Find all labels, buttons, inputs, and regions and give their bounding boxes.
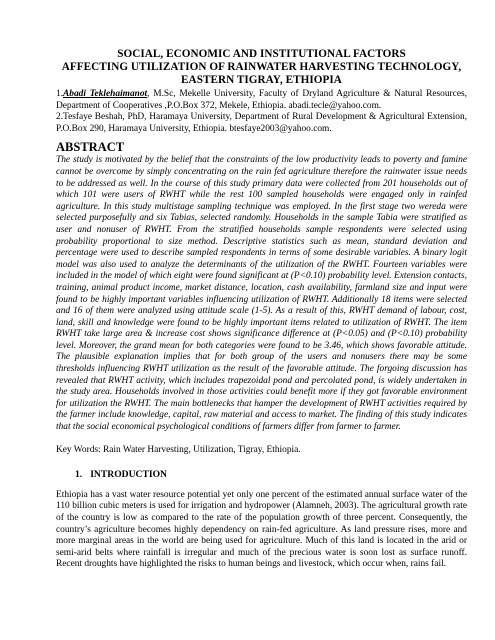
author-1-details: , M.Sc, Mekelle University, Faculty of Dryland Agriculture & Natural Resources, Department of Cooperatives ,P.O.Box 372, Mekele, Ethiopia. abadi.tecle@yahoo.com. xyxy=(56,89,467,111)
author-2-affiliation: 2.Tesfaye Beshah, PhD, Haramaya University, Department of Rural Development & Agricultural Extension, P.O.Box 290, Haramaya University, Ethiopia. btesfaye2003@yahoo.com. xyxy=(56,112,467,134)
section-title: INTRODUCTION xyxy=(90,469,167,481)
title-line-2: AFFECTING UTILIZATION OF RAINWATER HARVESTING TECHNOLOGY, xyxy=(61,61,462,73)
keywords: Key Words: Rain Water Harvesting, Utilization, Tigray, Ethiopia. xyxy=(56,444,301,455)
abstract-heading: ABSTRACT xyxy=(56,140,125,155)
author-1-name: Abadi Teklehaimanot xyxy=(63,89,148,99)
section-number: 1. xyxy=(75,469,83,481)
author-1-affiliation xyxy=(56,89,467,112)
title-line-1: SOCIAL, ECONOMIC AND INSTITUTIONAL FACTORS xyxy=(117,48,406,60)
abstract-text: The study is motivated by the belief that the constraints of the low productivity leads to poverty and famine cannot be overcome by simply concentrating on the rain fed agriculture therefore the rainwater issue needs to be addressed as well. In the course of this study primary data were collected from 201 households out of which 101 were users of RWHT while the rest 100 sampled households were engaged only in rainfed agriculture. In this study multistage sampling technique was employed. In the first stage two wereda were selected purposefully and six Tabias, selected randomly. Households in the sample Tabia were stratified as user and nonuser of RWHT. From the stratified households sample respondents were selected using probability proportional to size method. Descriptive statistics such as mean, standard deviation and percentage were used to describe sampled respondents in terms of some desirable variables. A binary logit model was also used to analyze the determinants of the utilization of the RWHT. Fourteen variables were included in the model of which eight were found significant at (P<0.10) probability level. Extension contacts, training, animal product income, market distance, location, cash availability, farmland size and input were found to be highly important variables influencing utilization of RWHT. Additionally 18 items were selected and 16 of them were analyzed using attitude scale (1-5). As a result of this, RWHT demand of labour, cost, land, skill and knowledge were found to be highly important items related to utilization of RWHT. The item RWHT take large area & increase cost shows significance difference at (P<0.05) and (P<0.10) probability level. Moreover, the grand mean for both categories were found to be 3.46, which shows favorable attitude. The plausible explanation implies that for both group of the users and nonusers there may be some thresholds influencing RWHT utilization as the result of the favorable attitude. The forgoing discussion has revealed that RWHT activity, which includes trapezoidal pond and percolated pond, is widely undertaken in the study area. Households involved in those activities could benefit more if they got favorable environment for utilization the RWHT. The main bottlenecks that hamper the development of RWHT activities required by the farmer include knowledge, capital, raw material and access to market. The finding of this study indicates that the social economical psychological conditions of farmers differ from farmer to farmer. xyxy=(56,155,467,433)
section-heading-introduction xyxy=(75,469,467,481)
introduction-text: Ethiopia has a vast water resource potential yet only one percent of the estimated annual surface water of the 110 billion cubic meters is used for irrigation and hydropower (Alamneh, 2003). The agricultural growth rate of the country is low as compared to the rate of the population growth of three percent. Consequently, the country’s agriculture becomes highly dependency on rain-fed agriculture. As land pressure rises, more and more marginal areas in the world are being used for agriculture. Much of this land is located in the arid or semi-arid belts where rainfall is irregular and much of the precious water is soon lost as surface runoff. Recent droughts have highlighted the risks to human beings and livestock, which occur when, rains fail. xyxy=(56,489,467,570)
author-1-number: 1. xyxy=(56,89,64,99)
title-line-3: EASTERN TIGRAY, ETHIOPIA xyxy=(181,74,342,86)
paper-title xyxy=(56,48,467,87)
